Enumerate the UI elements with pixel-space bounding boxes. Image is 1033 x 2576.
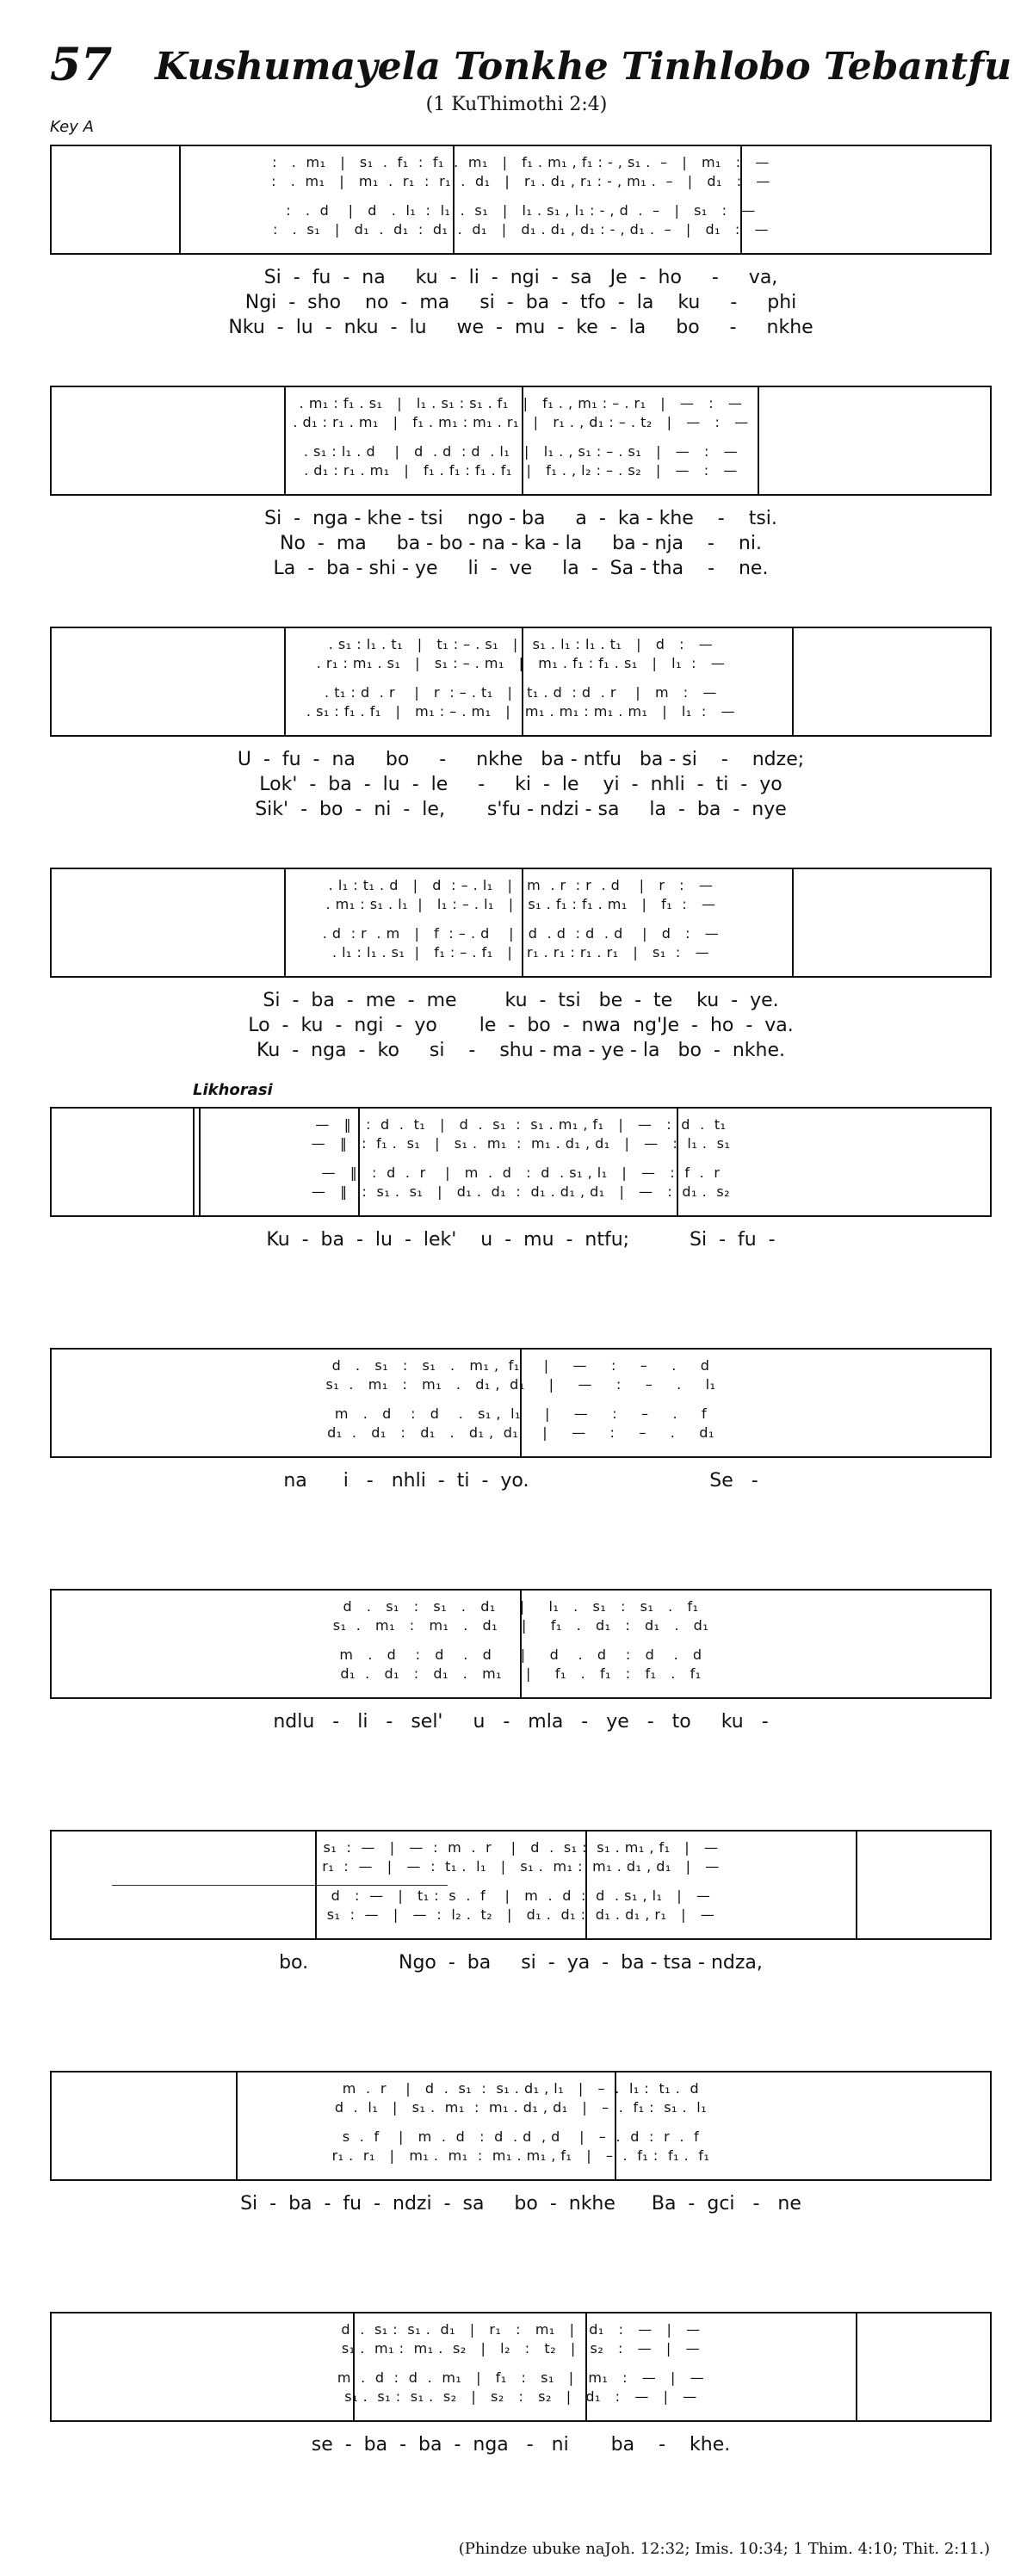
lyric-line: Si - ba - fu - ndzi - sa bo - nkhe Ba - gci - ne bbox=[240, 2193, 801, 2215]
voice-alto: . d₁ : r₁ . m₁ | f₁ . m₁ : m₁ . r₁ | r₁ . , d₁ : – . t₂ | — : — bbox=[293, 414, 749, 430]
lyrics-block bbox=[50, 1468, 992, 1493]
score-box bbox=[50, 868, 992, 978]
voice-bass: — ‖ : s₁ . s₁ | d₁ . d₁ : d₁ . d₁ , d₁ | — : d₁ . s₂ bbox=[311, 1183, 731, 1200]
hymn-number: 57 bbox=[50, 39, 113, 91]
lyric-line: na i - nhli - ti - yo. Se - bbox=[283, 1470, 758, 1492]
lyric-line: bo. Ngo - ba si - ya - ba - tsa - ndza, bbox=[279, 1952, 763, 1974]
voice-tenor: m . d : d . d | d . d : d . d bbox=[339, 1646, 702, 1663]
lyric-line: Ku - nga - ko si - shu - ma - ye - la bo - nkhe. bbox=[257, 1040, 785, 1061]
lyrics-block bbox=[50, 2191, 992, 2216]
voice-soprano: : . m₁ | s₁ . f₁ : f₁ . m₁ | f₁ . m₁ , f₁ : - , s₁ . – | m₁ : — bbox=[272, 154, 770, 170]
score-box bbox=[50, 2312, 992, 2422]
lyrics-block bbox=[50, 506, 992, 581]
voice-soprano: . s₁ : l₁ . t₁ | t₁ : – . s₁ | s₁ . l₁ : l₁ . t₁ | d : — bbox=[328, 636, 714, 652]
lyric-line: Si - ba - me - me ku - tsi be - te ku - ye. bbox=[263, 990, 779, 1011]
lyrics-block bbox=[50, 2432, 992, 2457]
lyric-line: Sik' - bo - ni - le, s'fu - ndzi - sa la - ba - nye bbox=[255, 799, 787, 820]
score-box bbox=[50, 1830, 992, 1940]
chorus-label: Likhorasi bbox=[193, 1081, 273, 1099]
voice-soprano: s₁ : — | — : m . r | d . s₁ : s₁ . m₁ , f₁ | — bbox=[323, 1839, 719, 1856]
scripture-reference: (1 KuThimothi 2:4) bbox=[425, 94, 608, 115]
hymn-title: Kushumayela Tonkhe Tinhlobo Tebantfu bbox=[155, 45, 1012, 89]
voice-tenor: . s₁ : l₁ . d | d . d : d . l₁ | l₁ . , s₁ : – . s₁ | — : — bbox=[303, 443, 739, 460]
score-box bbox=[50, 1589, 992, 1699]
lyric-line: La - ba - shi - ye li - ve la - Sa - tha - ne. bbox=[273, 558, 769, 579]
voice-soprano: d . s₁ : s₁ . m₁ , f₁ | — : – . d bbox=[331, 1357, 710, 1374]
lyrics-block bbox=[50, 747, 992, 822]
lyrics-block bbox=[50, 1709, 992, 1734]
score-box bbox=[50, 1348, 992, 1458]
voice-bass: . l₁ : l₁ . s₁ | f₁ : – . f₁ | r₁ . r₁ : r₁ . r₁ | s₁ : — bbox=[331, 944, 710, 961]
score-box bbox=[50, 627, 992, 737]
lyrics-block bbox=[50, 988, 992, 1063]
voice-tenor: m . d : d . s₁ , l₁ | — : – . f bbox=[334, 1405, 708, 1422]
voice-bass: : . s₁ | d₁ . d₁ : d₁ . d₁ | d₁ . d₁ , d₁ : - , d₁ . – | d₁ : — bbox=[273, 221, 769, 238]
lyric-line: Ku - ba - lu - lek' u - mu - ntfu; Si - fu - bbox=[266, 1229, 776, 1251]
voice-soprano: — ‖ : d . t₁ | d . s₁ : s₁ . m₁ , f₁ | — : d . t₁ bbox=[315, 1116, 727, 1133]
voice-alto: s₁ . m₁ : m₁ . d₁ | f₁ . d₁ : d₁ . d₁ bbox=[332, 1617, 709, 1634]
voice-bass: s₁ . s₁ : s₁ . s₂ | s₂ : s₂ | d₁ : — | — bbox=[344, 2388, 697, 2405]
voice-bass: d₁ . d₁ : d₁ . d₁ , d₁ | — : – . d₁ bbox=[327, 1424, 714, 1441]
voice-alto: s₁ . m₁ : m₁ . d₁ , d₁ | — : – . l₁ bbox=[325, 1376, 716, 1393]
voice-bass: . s₁ : f₁ . f₁ | m₁ : – . m₁ | m₁ . m₁ : m₁ . m₁ | l₁ : — bbox=[306, 703, 736, 720]
lyric-line: Si - nga - khe - tsi ngo - ba a - ka - khe - tsi. bbox=[264, 508, 777, 529]
voice-alto: s₁ . m₁ : m₁ . s₂ | l₂ : t₂ | s₂ : — | — bbox=[341, 2340, 701, 2357]
tie-line bbox=[112, 1885, 448, 1886]
voice-alto: — ‖ : f₁ . s₁ | s₁ . m₁ : m₁ . d₁ , d₁ | — : l₁ . s₁ bbox=[311, 1135, 731, 1152]
lyric-line: No - ma ba - bo - na - ka - la ba - nja - ni. bbox=[280, 533, 762, 554]
score-box bbox=[50, 386, 992, 496]
lyrics-block bbox=[50, 1227, 992, 1252]
score-box bbox=[50, 2071, 992, 2181]
voice-bass: s₁ : — | — : l₂ . t₂ | d₁ . d₁ : d₁ . d₁ , r₁ | — bbox=[326, 1906, 715, 1923]
voice-soprano: . m₁ : f₁ . s₁ | l₁ . s₁ : s₁ . f₁ | f₁ . , m₁ : – . r₁ | — : — bbox=[299, 395, 743, 411]
voice-tenor: . d : r . m | f : – . d | d . d : d . d | d : — bbox=[322, 925, 720, 942]
voice-tenor: : . d | d . l₁ : l₁ . s₁ | l₁ . s₁ , l₁ : - , d . – | s₁ : — bbox=[286, 202, 756, 219]
lyric-line: Lo - ku - ngi - yo le - bo - nwa ng'Je - ho - va. bbox=[248, 1015, 794, 1036]
voice-alto: . r₁ : m₁ . s₁ | s₁ : – . m₁ | m₁ . f₁ : f₁ . s₁ | l₁ : — bbox=[316, 655, 726, 671]
voice-soprano: d . s₁ : s₁ . d₁ | l₁ . s₁ : s₁ . f₁ bbox=[343, 1598, 699, 1615]
key-signature: Key A bbox=[50, 118, 94, 136]
voice-tenor: m . d : d . m₁ | f₁ : s₁ | m₁ : — | — bbox=[337, 2369, 705, 2386]
voice-soprano: . l₁ : t₁ . d | d : – . l₁ | m . r : r . d | r : — bbox=[328, 877, 714, 893]
voice-bass: r₁ . r₁ | m₁ . m₁ : m₁ . m₁ , f₁ | – . f₁ : f₁ . f₁ bbox=[331, 2147, 710, 2164]
footer-note: (Phindze ubuke naJoh. 12:32; Imis. 10:34; 1 Thim. 4:10; Thit. 2:11.) bbox=[458, 2540, 990, 2558]
voice-bass: . d₁ : r₁ . m₁ | f₁ . f₁ : f₁ . f₁ | f₁ . , l₂ : – . s₂ | — : — bbox=[304, 462, 738, 479]
voice-alto: d . l₁ | s₁ . m₁ : m₁ . d₁ , d₁ | – . f₁ : s₁ . l₁ bbox=[334, 2099, 708, 2116]
voice-soprano: m . r | d . s₁ : s₁ . d₁ , l₁ | – . l₁ : t₁ . d bbox=[342, 2080, 700, 2097]
lyric-line: Ngi - sho no - ma si - ba - tfo - la ku - phi bbox=[244, 292, 797, 313]
score-box bbox=[50, 145, 992, 255]
voice-alto: : . m₁ | m₁ . r₁ : r₁ . d₁ | r₁ . d₁ , r₁ : - , m₁ . – | d₁ : — bbox=[271, 173, 770, 189]
voice-bass: d₁ . d₁ : d₁ . m₁ | f₁ . f₁ : f₁ . f₁ bbox=[340, 1665, 702, 1682]
lyric-line: Nku - lu - nku - lu we - mu - ke - la bo - nkhe bbox=[228, 317, 813, 338]
voice-alto: r₁ : — | — : t₁ . l₁ | s₁ . m₁ : m₁ . d₁ , d₁ | — bbox=[322, 1858, 720, 1875]
lyric-line: Lok' - ba - lu - le - ki - le yi - nhli - ti - yo bbox=[259, 774, 782, 795]
lyric-line: ndlu - li - sel' u - mla - ye - to ku - bbox=[273, 1711, 769, 1733]
voice-soprano: d . s₁ : s₁ . d₁ | r₁ : m₁ | d₁ : — | — bbox=[341, 2321, 701, 2338]
score-box bbox=[50, 1107, 992, 1217]
lyrics-block bbox=[50, 265, 992, 340]
lyrics-block bbox=[50, 1950, 992, 1975]
voice-tenor: . t₁ : d . r | r : – . t₁ | t₁ . d : d . r | m : — bbox=[325, 684, 717, 701]
voice-tenor: s . f | m . d : d . d , d | – . d : r . f bbox=[342, 2128, 700, 2145]
voice-tenor: d : — | t₁ : s . f | m . d : d . s₁ , l₁ | — bbox=[331, 1887, 711, 1904]
lyric-line: Si - fu - na ku - li - ngi - sa Je - ho - va, bbox=[263, 267, 778, 288]
voice-tenor: — ‖ : d . r | m . d : d . s₁ , l₁ | — : f . r bbox=[321, 1164, 721, 1181]
lyric-line: se - ba - ba - nga - ni ba - khe. bbox=[311, 2434, 731, 2456]
lyric-line: U - fu - na bo - nkhe ba - ntfu ba - si - ndze; bbox=[237, 749, 805, 770]
voice-alto: . m₁ : s₁ . l₁ | l₁ : – . l₁ | s₁ . f₁ : f₁ . m₁ | f₁ : — bbox=[325, 896, 716, 912]
